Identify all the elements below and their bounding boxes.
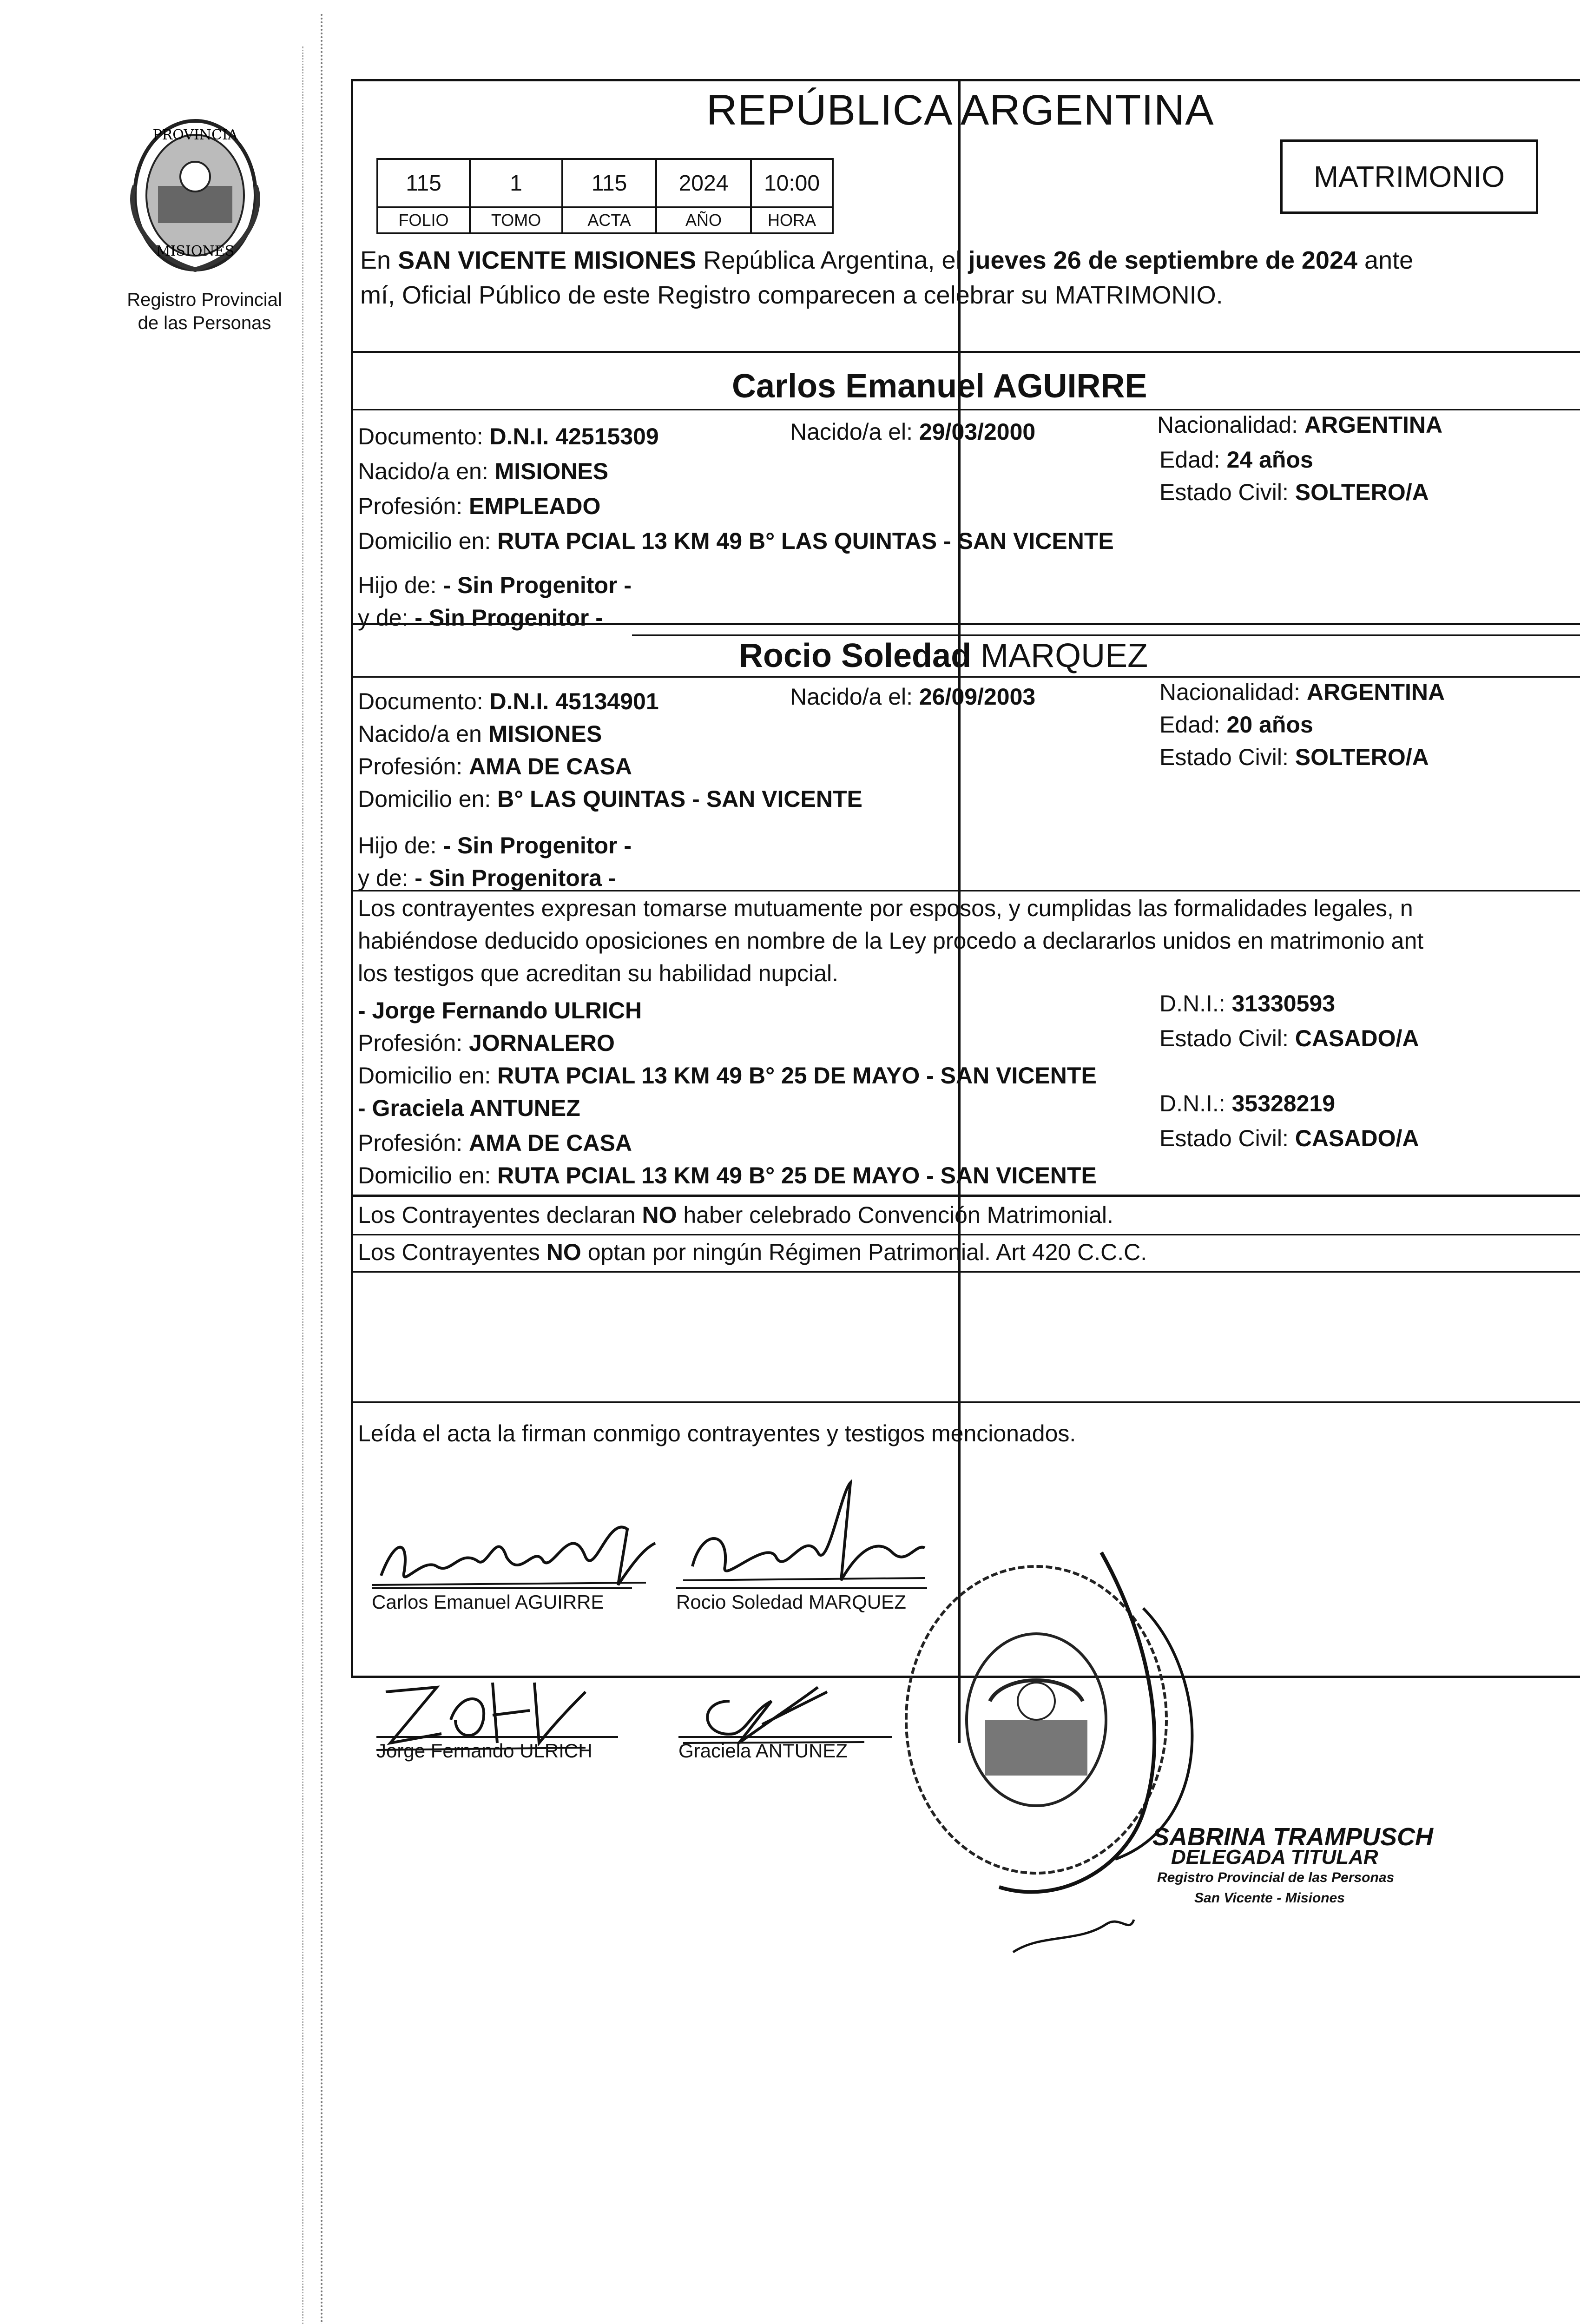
folio-label: FOLIO <box>377 207 470 233</box>
groom-birthplace: Nacido/a en: MISIONES <box>358 458 609 484</box>
bride-profession: Profesión: AMA DE CASA <box>358 753 632 779</box>
witness2-dni: D.N.I.: 35328219 <box>1159 1090 1336 1116</box>
time-value: 10:00 <box>751 159 833 207</box>
folio-value: 115 <box>377 159 470 207</box>
groom-document: Documento: D.N.I. 42515309 <box>358 423 659 449</box>
acta-value: 115 <box>562 159 656 207</box>
record-type-box: MATRIMONIO <box>1280 139 1538 214</box>
bride-signature-label: Rocio Soledad MARQUEZ <box>676 1587 927 1613</box>
declaration-line: los testigos que acreditan su habilidad nupcial. <box>358 960 839 986</box>
witness1-address: Domicilio en: RUTA PCIAL 13 KM 49 B° 25 DE MAYO - SAN VICENTE <box>358 1063 1097 1089</box>
groom-nationality: Nacionalidad: ARGENTINA <box>1157 412 1443 438</box>
divider <box>351 1195 1580 1197</box>
divider <box>351 1401 1580 1403</box>
delegate-signature-icon <box>1004 1906 1143 1971</box>
witness2-name: - Graciela ANTUNEZ <box>358 1095 580 1121</box>
witness2-civil-status: Estado Civil: CASADO/A <box>1159 1125 1419 1151</box>
bride-civil-status: Estado Civil: SOLTERO/A <box>1159 744 1429 770</box>
bride-birthdate: Nacido/a el: 26/09/2003 <box>790 684 1036 710</box>
witness2-address: Domicilio en: RUTA PCIAL 13 KM 49 B° 25 DE MAYO - SAN VICENTE <box>358 1162 1097 1188</box>
intro-line-2: mí, Oficial Público de este Registro comparecen a celebrar su MATRIMONIO. <box>360 281 1223 309</box>
stamp-name: SABRINA TRAMPUSCH <box>1152 1823 1433 1851</box>
bride-document: Documento: D.N.I. 45134901 <box>358 688 659 714</box>
svg-text:PROVINCIA: PROVINCIA <box>152 127 238 143</box>
intro-line-1: En SAN VICENTE MISIONES República Argentina, el jueves 26 de septiembre de 2024 ante <box>360 246 1414 274</box>
record-grid <box>376 158 834 234</box>
divider <box>351 676 1580 678</box>
declaration-line: Los contrayentes expresan tomarse mutuamente por esposos, y cumplidas las formalidades legales, n <box>358 895 1413 921</box>
divider <box>351 351 1580 353</box>
time-label: HORA <box>751 207 833 233</box>
witness1-signature-label: Jorge Fernando ULRICH <box>376 1736 618 1762</box>
groom-mother: y de: - Sin Progenitor - <box>358 605 603 631</box>
groom-father: Hijo de: - Sin Progenitor - <box>358 572 632 598</box>
year-label: AÑO <box>656 207 751 233</box>
groom-age: Edad: 24 años <box>1159 447 1313 473</box>
divider <box>351 1234 1580 1235</box>
witness1-dni: D.N.I.: 31330593 <box>1159 990 1336 1017</box>
divider <box>351 623 1580 625</box>
groom-profession: Profesión: EMPLEADO <box>358 493 601 519</box>
registry-caption <box>109 288 300 335</box>
svg-text:MISIONES: MISIONES <box>156 243 235 259</box>
stamp-role: DELEGADA TITULAR <box>1171 1846 1378 1868</box>
divider <box>351 409 1580 410</box>
year-value: 2024 <box>656 159 751 207</box>
bride-birthplace: Nacido/a en MISIONES <box>358 721 602 747</box>
tomo-value: 1 <box>470 159 562 207</box>
page-title: REPÚBLICA ARGENTINA <box>706 86 1214 134</box>
province-coat-of-arms-icon <box>125 116 265 274</box>
divider <box>632 634 1580 636</box>
bride-father: Hijo de: - Sin Progenitor - <box>358 832 632 858</box>
groom-address: Domicilio en: RUTA PCIAL 13 KM 49 B° LAS QUINTAS - SAN VICENTE <box>358 528 1114 554</box>
delegate-stamp <box>1152 1823 1433 1908</box>
caption-line: de las Personas <box>138 313 271 333</box>
witness1-profession: Profesión: JORNALERO <box>358 1030 615 1056</box>
witness1-name: - Jorge Fernando ULRICH <box>358 997 642 1023</box>
divider <box>351 1271 1580 1273</box>
groom-signature-label: Carlos Emanuel AGUIRRE <box>372 1587 632 1613</box>
acta-label: ACTA <box>562 207 656 233</box>
bride-mother: y de: - Sin Progenitora - <box>358 865 616 891</box>
stamp-office: Registro Provincial de las Personas <box>1157 1870 1395 1885</box>
declaration-line: habiéndose deducido oposiciones en nombre de la Ley procedo a declararlos unidos en matrimonio ant <box>358 928 1424 954</box>
scan-artifact-line <box>321 14 323 2324</box>
witness2-profession: Profesión: AMA DE CASA <box>358 1130 632 1156</box>
stamp-office: San Vicente - Misiones <box>1194 1890 1345 1906</box>
witness1-civil-status: Estado Civil: CASADO/A <box>1159 1025 1419 1051</box>
tomo-label: TOMO <box>470 207 562 233</box>
groom-signature-icon <box>367 1501 665 1594</box>
scan-artifact-line <box>302 46 303 2324</box>
bride-age: Edad: 20 años <box>1159 712 1313 738</box>
groom-name: Carlos Emanuel AGUIRRE <box>732 368 1147 405</box>
groom-civil-status: Estado Civil: SOLTERO/A <box>1159 479 1429 505</box>
caption-line: Registro Provincial <box>127 290 282 310</box>
bride-address: Domicilio en: B° LAS QUINTAS - SAN VICENTE <box>358 786 862 812</box>
convention-line: Los Contrayentes declaran NO haber celebrado Convención Matrimonial. <box>358 1202 1113 1228</box>
convention-line: Los Contrayentes NO optan por ningún Régimen Patrimonial. Art 420 C.C.C. <box>358 1239 1147 1265</box>
divider <box>351 890 1580 891</box>
groom-birthdate: Nacido/a el: 29/03/2000 <box>790 419 1036 445</box>
bride-name: Rocio Soledad MARQUEZ <box>739 637 1148 674</box>
bride-nationality: Nacionalidad: ARGENTINA <box>1159 679 1445 705</box>
closing-statement: Leída el acta la firman conmigo contrayentes y testigos mencionados. <box>358 1420 1076 1446</box>
witness2-signature-label: Graciela ANTUNEZ <box>678 1736 892 1762</box>
